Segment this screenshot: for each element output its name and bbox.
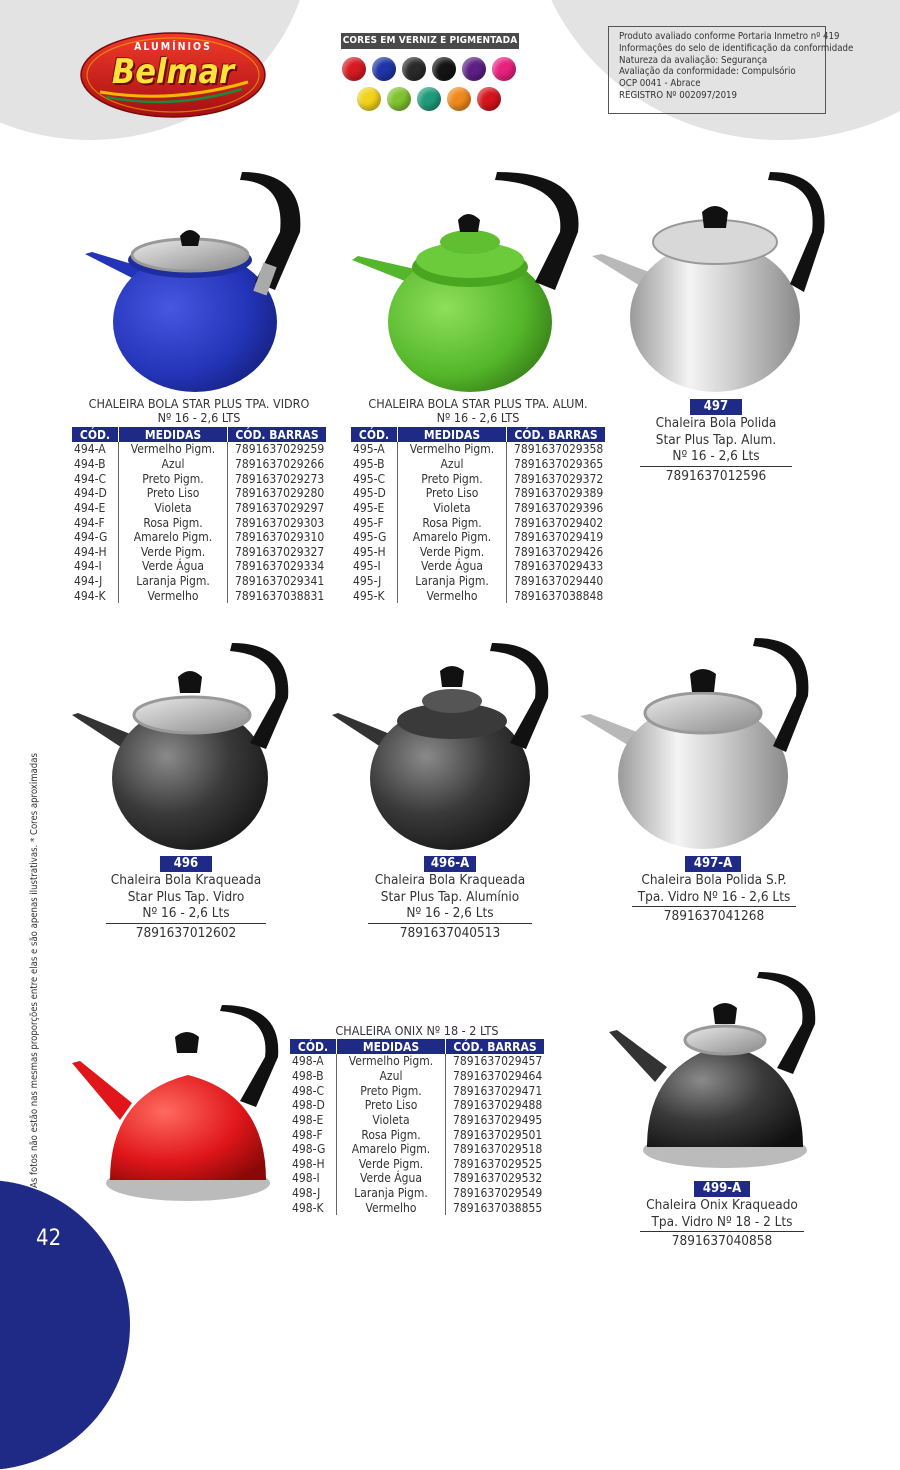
row-code: 498-B bbox=[292, 1068, 324, 1083]
color-swatch bbox=[387, 87, 411, 111]
row-size: Violeta bbox=[119, 501, 228, 516]
product-499a-line2: Tpa. Vidro Nº 18 - 2 Lts bbox=[651, 1213, 793, 1230]
row-code: 498-C bbox=[292, 1083, 325, 1098]
table-row bbox=[72, 559, 326, 574]
row-size: Verde Pigm. bbox=[337, 1156, 446, 1171]
row-barcode: 7891637029266 bbox=[235, 456, 325, 471]
row-barcode: 7891637029464 bbox=[453, 1068, 543, 1083]
row-code: 495-I bbox=[353, 559, 381, 574]
disclaimer-note: * As fotos não estão nas mesmas proporções entre elas e são apenas ilustrativas. * Cores aproximadas bbox=[29, 753, 40, 1195]
row-code: 498-F bbox=[292, 1127, 323, 1142]
table-row bbox=[351, 486, 605, 501]
kettle-image-499a bbox=[607, 972, 827, 1177]
row-size: Preto Liso bbox=[337, 1098, 446, 1113]
table-row bbox=[351, 559, 605, 574]
row-size: Verde Água bbox=[398, 559, 507, 574]
brand-name: Belmar bbox=[111, 52, 235, 92]
product-499a-barcode: 7891637040858 bbox=[640, 1231, 804, 1250]
table-row bbox=[351, 442, 605, 457]
color-swatch bbox=[462, 57, 486, 81]
row-barcode: 7891637029488 bbox=[453, 1098, 543, 1113]
row-code: 498-D bbox=[292, 1098, 325, 1113]
row-size: Rosa Pigm. bbox=[119, 515, 228, 530]
row-size: Laranja Pigm. bbox=[119, 574, 228, 589]
kettle-image-495 bbox=[350, 172, 585, 392]
cert-line: Avaliação da conformidade: Compulsório bbox=[619, 66, 796, 78]
row-code: 494-F bbox=[74, 515, 105, 530]
row-size: Amarelo Pigm. bbox=[119, 530, 228, 545]
row-barcode: 7891637029280 bbox=[235, 486, 325, 501]
table-row bbox=[290, 1069, 544, 1084]
color-swatch bbox=[372, 57, 396, 81]
header-size: MEDIDAS bbox=[119, 427, 228, 442]
kettle-image-498 bbox=[70, 1005, 285, 1210]
cert-line: REGISTRO Nº 002097/2019 bbox=[619, 89, 738, 101]
row-code: 495-B bbox=[353, 456, 385, 471]
cert-line: Informações do selo de identificação da conformidade bbox=[619, 42, 854, 54]
header-code: CÓD. bbox=[72, 427, 119, 442]
row-code: 494-G bbox=[74, 530, 108, 545]
row-size: Preto Liso bbox=[119, 486, 228, 501]
brand-top-text: ALUMÍNIOS bbox=[134, 41, 212, 53]
table-row bbox=[72, 530, 326, 545]
color-swatch bbox=[492, 57, 516, 81]
row-code: 495-C bbox=[353, 471, 386, 486]
row-code: 494-C bbox=[74, 471, 107, 486]
row-size: Vermelho bbox=[398, 588, 507, 603]
row-size: Violeta bbox=[337, 1113, 446, 1128]
product-495-title bbox=[351, 397, 605, 425]
row-size: Verde Pigm. bbox=[398, 544, 507, 559]
table-row bbox=[351, 457, 605, 472]
row-barcode: 7891637029419 bbox=[514, 530, 604, 545]
header-size: MEDIDAS bbox=[337, 1039, 446, 1054]
product-496a-barcode: 7891637040513 bbox=[368, 923, 532, 942]
row-barcode: 7891637029457 bbox=[453, 1054, 543, 1069]
product-494-title bbox=[72, 397, 326, 425]
header-code: CÓD. bbox=[290, 1039, 337, 1054]
row-size: Preto Pigm. bbox=[398, 471, 507, 486]
row-barcode: 7891637029471 bbox=[453, 1083, 543, 1098]
row-barcode: 7891637029372 bbox=[514, 471, 604, 486]
table-row bbox=[290, 1171, 544, 1186]
row-size: Rosa Pigm. bbox=[337, 1127, 446, 1142]
brand-logo bbox=[80, 32, 266, 118]
product-496a-line1: Chaleira Bola Kraqueada bbox=[374, 872, 526, 888]
product-496a-caption bbox=[368, 872, 532, 941]
row-size: Amarelo Pigm. bbox=[398, 530, 507, 545]
row-code: 495-H bbox=[353, 544, 386, 559]
row-size: Laranja Pigm. bbox=[398, 574, 507, 589]
kettle-image-497 bbox=[590, 172, 830, 394]
row-barcode: 7891637029365 bbox=[514, 456, 604, 471]
row-code: 495-K bbox=[353, 588, 385, 603]
row-code: 495-G bbox=[353, 530, 387, 545]
row-barcode: 7891637029532 bbox=[453, 1171, 543, 1186]
table-row bbox=[72, 574, 326, 589]
row-barcode: 7891637029518 bbox=[453, 1142, 543, 1157]
row-barcode: 7891637029297 bbox=[235, 500, 325, 515]
table-row bbox=[290, 1127, 544, 1142]
row-barcode: 7891637029549 bbox=[453, 1186, 543, 1201]
row-code: 495-A bbox=[353, 442, 385, 457]
kettle-image-496 bbox=[70, 643, 295, 853]
row-size: Rosa Pigm. bbox=[398, 515, 507, 530]
color-swatch bbox=[417, 87, 441, 111]
product-495-table bbox=[351, 427, 605, 603]
product-494-title-line2: Nº 16 - 2,6 LTS bbox=[157, 410, 241, 425]
product-497-caption bbox=[640, 415, 792, 484]
row-barcode: 7891637029440 bbox=[514, 574, 604, 589]
page-number: 42 bbox=[36, 1226, 62, 1251]
row-code: 494-J bbox=[74, 574, 103, 589]
kettle-image-494 bbox=[80, 172, 310, 392]
header-barcode: CÓD. BARRAS bbox=[507, 427, 606, 442]
table-row bbox=[290, 1113, 544, 1128]
product-496a-code: 496-A bbox=[424, 856, 476, 872]
header-size: MEDIDAS bbox=[398, 427, 507, 442]
table-row bbox=[72, 457, 326, 472]
header-barcode: CÓD. BARRAS bbox=[228, 427, 327, 442]
color-swatch bbox=[447, 87, 471, 111]
cert-line: Produto avaliado conforme Portaria Inmetro nº 419 bbox=[619, 31, 840, 42]
table-row bbox=[290, 1054, 544, 1069]
row-code: 495-F bbox=[353, 515, 384, 530]
row-size: Preto Pigm. bbox=[337, 1083, 446, 1098]
row-code: 494-B bbox=[74, 456, 106, 471]
product-496-line1: Chaleira Bola Kraqueada bbox=[110, 872, 262, 888]
product-498-table bbox=[290, 1039, 544, 1215]
row-size: Azul bbox=[119, 457, 228, 472]
row-code: 495-D bbox=[353, 486, 386, 501]
row-size: Preto Pigm. bbox=[119, 471, 228, 486]
row-barcode: 7891637029426 bbox=[514, 544, 604, 559]
row-size: Vermelho Pigm. bbox=[119, 442, 228, 457]
table-row bbox=[351, 471, 605, 486]
colors-title: CORES EM VERNIZ E PIGMENTADA bbox=[341, 33, 519, 49]
row-barcode: 7891637029327 bbox=[235, 544, 325, 559]
product-496-caption bbox=[106, 872, 266, 941]
row-code: 498-J bbox=[292, 1186, 321, 1201]
table-row bbox=[290, 1098, 544, 1113]
row-barcode: 7891637029341 bbox=[235, 574, 325, 589]
table-row bbox=[72, 486, 326, 501]
color-swatch bbox=[477, 87, 501, 111]
product-495-title-line1: CHALEIRA BOLA STAR PLUS TPA. ALUM. bbox=[368, 396, 588, 411]
table-row bbox=[290, 1083, 544, 1098]
table-row bbox=[290, 1200, 544, 1215]
row-barcode: 7891637038848 bbox=[514, 588, 604, 603]
row-barcode: 7891637029495 bbox=[453, 1112, 543, 1127]
kettle-image-496a bbox=[330, 643, 555, 853]
table-row bbox=[351, 501, 605, 516]
row-code: 495-E bbox=[353, 500, 385, 515]
row-barcode: 7891637029402 bbox=[514, 515, 604, 530]
table-row bbox=[290, 1156, 544, 1171]
table-row bbox=[351, 588, 605, 603]
row-barcode: 7891637029259 bbox=[235, 442, 325, 457]
product-497-barcode: 7891637012596 bbox=[640, 466, 792, 485]
color-swatch bbox=[342, 57, 366, 81]
table-row bbox=[72, 471, 326, 486]
color-swatch bbox=[432, 57, 456, 81]
table-row bbox=[351, 515, 605, 530]
row-barcode: 7891637029273 bbox=[235, 471, 325, 486]
row-code: 498-E bbox=[292, 1112, 324, 1127]
row-barcode: 7891637029501 bbox=[453, 1127, 543, 1142]
product-498-title-line1: CHALEIRA ONIX Nº 18 - 2 LTS bbox=[335, 1023, 499, 1038]
row-code: 494-H bbox=[74, 544, 107, 559]
row-barcode: 7891637029310 bbox=[235, 530, 325, 545]
product-499a-line1: Chaleira Onix Kraqueado bbox=[646, 1197, 798, 1213]
row-size: Vermelho Pigm. bbox=[398, 442, 507, 457]
product-499a-caption bbox=[640, 1197, 804, 1250]
table-row bbox=[72, 544, 326, 559]
product-496-barcode: 7891637012602 bbox=[106, 923, 266, 942]
product-497a-code: 497-A bbox=[685, 856, 741, 872]
row-barcode: 7891637029389 bbox=[514, 486, 604, 501]
row-code: 494-A bbox=[74, 442, 106, 457]
row-size: Verde Água bbox=[119, 559, 228, 574]
row-size: Azul bbox=[337, 1069, 446, 1084]
product-496-code: 496 bbox=[160, 856, 212, 872]
table-row bbox=[72, 588, 326, 603]
cert-line: Natureza da avaliação: Segurança bbox=[619, 54, 768, 66]
color-swatch bbox=[357, 87, 381, 111]
product-497a-caption bbox=[632, 872, 796, 925]
product-497-line2: Star Plus Tap. Alum. bbox=[655, 431, 777, 448]
table-row bbox=[72, 501, 326, 516]
row-size: Vermelho Pigm. bbox=[337, 1054, 446, 1069]
row-code: 498-G bbox=[292, 1142, 326, 1157]
product-496a-line2: Star Plus Tap. Alumínio bbox=[380, 888, 520, 905]
row-size: Amarelo Pigm. bbox=[337, 1142, 446, 1157]
table-row bbox=[290, 1142, 544, 1157]
row-barcode: 7891637029396 bbox=[514, 500, 604, 515]
product-497a-line2: Tpa. Vidro Nº 16 - 2,6 Lts bbox=[637, 888, 791, 905]
product-497a-line1: Chaleira Bola Polida S.P. bbox=[641, 872, 787, 888]
row-code: 498-I bbox=[292, 1171, 320, 1186]
product-495-title-line2: Nº 16 - 2,6 LTS bbox=[436, 410, 520, 425]
row-code: 498-K bbox=[292, 1200, 324, 1215]
table-row bbox=[290, 1186, 544, 1201]
product-494-table bbox=[72, 427, 326, 603]
page-corner bbox=[0, 1180, 130, 1470]
row-size: Vermelho bbox=[337, 1200, 446, 1215]
product-497a-barcode: 7891637041268 bbox=[632, 906, 796, 925]
row-code: 494-K bbox=[74, 588, 106, 603]
row-size: Vermelho bbox=[119, 588, 228, 603]
table-row bbox=[351, 530, 605, 545]
product-496-line2: Star Plus Tap. Vidro bbox=[127, 888, 245, 905]
certification-box bbox=[608, 26, 854, 114]
row-size: Verde Água bbox=[337, 1171, 446, 1186]
product-499a-code: 499-A bbox=[694, 1181, 750, 1197]
row-code: 498-A bbox=[292, 1054, 324, 1069]
row-size: Verde Pigm. bbox=[119, 544, 228, 559]
row-size: Preto Liso bbox=[398, 486, 507, 501]
product-498-title bbox=[290, 1024, 544, 1038]
product-497-line3: Nº 16 - 2,6 Lts bbox=[672, 448, 760, 464]
product-497-code: 497 bbox=[690, 399, 742, 415]
row-barcode: 7891637038855 bbox=[453, 1200, 543, 1215]
product-496a-line3: Nº 16 - 2,6 Lts bbox=[406, 905, 494, 921]
table-row bbox=[351, 574, 605, 589]
row-barcode: 7891637029303 bbox=[235, 515, 325, 530]
product-497-line1: Chaleira Bola Polida bbox=[655, 415, 777, 431]
row-code: 498-H bbox=[292, 1156, 325, 1171]
row-code: 494-D bbox=[74, 486, 107, 501]
row-barcode: 7891637038831 bbox=[235, 588, 325, 603]
color-swatch bbox=[402, 57, 426, 81]
row-code: 494-E bbox=[74, 500, 106, 515]
row-barcode: 7891637029433 bbox=[514, 559, 604, 574]
row-barcode: 7891637029358 bbox=[514, 442, 604, 457]
header-barcode: CÓD. BARRAS bbox=[446, 1039, 545, 1054]
table-row bbox=[72, 442, 326, 457]
header-code: CÓD. bbox=[351, 427, 398, 442]
row-barcode: 7891637029334 bbox=[235, 559, 325, 574]
kettle-image-497a bbox=[578, 638, 813, 850]
row-size: Azul bbox=[398, 457, 507, 472]
row-barcode: 7891637029525 bbox=[453, 1156, 543, 1171]
table-row bbox=[351, 544, 605, 559]
row-size: Violeta bbox=[398, 501, 507, 516]
cert-line: OCP 0041 - Abrace bbox=[619, 78, 701, 90]
table-row bbox=[72, 515, 326, 530]
row-code: 494-I bbox=[74, 559, 102, 574]
product-496-line3: Nº 16 - 2,6 Lts bbox=[142, 905, 230, 921]
product-494-title-line1: CHALEIRA BOLA STAR PLUS TPA. VIDRO bbox=[88, 396, 310, 411]
row-size: Laranja Pigm. bbox=[337, 1186, 446, 1201]
row-code: 495-J bbox=[353, 574, 382, 589]
